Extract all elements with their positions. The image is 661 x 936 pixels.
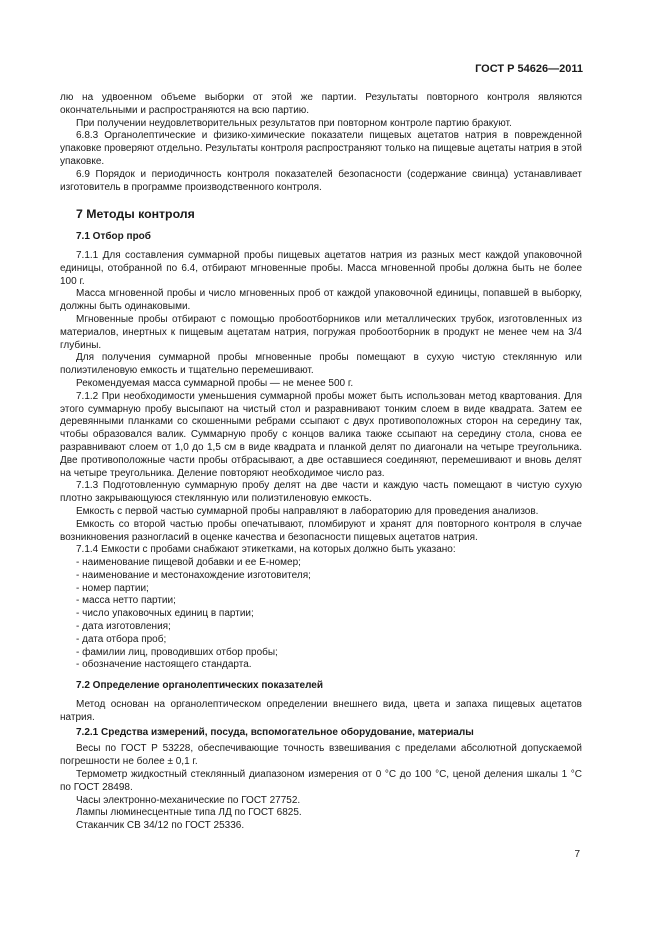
label-requirements-list (60, 557, 582, 672)
paragraph-samplers: Мгновенные пробы отбирают с помощью пробоотборников или металлических трубок, изготовленных из материалов, инертных к пищевым ацетатам натрия, погружая пробоотборник в продукт не менее чем на 3/4 глубины. (60, 313, 582, 351)
list-item: - номер партии; (76, 582, 149, 594)
paragraph-7-1-3: 7.1.3 Подготовленную суммарную пробу делят на две части и каждую часть помещают в чистую сухую плотно закрывающуюся стеклянную или полиэтиленовую емкость. (60, 480, 582, 505)
paragraph-lamps: Лампы люминесцентные типа ЛД по ГОСТ 6825. (76, 807, 302, 819)
list-item: - масса нетто партии; (76, 595, 176, 607)
list-item: - наименование пищевой добавки и ее Е-номер; (76, 557, 301, 569)
paragraph-7-1-2: 7.1.2 При необходимости уменьшения суммарной пробы может быть использован метод квартования. Для этого суммарную пробу высыпают на чистый стол и разравнивают тонким слоем в виде квадрата. Затем ее деревянными планками со скошенными ребрами ссыпают с двух противоположных сторон на середину так, чтобы образовался валик. Суммарную пробу с концов валика также ссыпают на середину стола, снова ее разравнивают слоем от 1,0 до 1,5 см в виде квадрата и планкой делят по диагонали на четыре треугольника. Две противоположные части пробы отбрасывают, а две оставшиеся соединяют, перемешивают и вновь делят на четыре треугольника. Деление повторяют необходимое число раз. (60, 390, 582, 479)
paragraph-recommended-mass: Рекомендуемая масса суммарной пробы — не менее 500 г. (76, 377, 354, 389)
paragraph-clock: Часы электронно-механические по ГОСТ 27752. (76, 794, 301, 806)
paragraph-thermometer: Термометр жидкостный стеклянный диапазоном измерения от 0 °С до 100 °С, ценой деления шкалы 1 °С по ГОСТ 28498. (60, 769, 582, 793)
intro-paragraph-rejection: При получении неудовлетворительных результатов при повторном контроле партию бракуют. (76, 117, 512, 129)
list-item: - фамилии лиц, проводивших отбор пробы; (76, 646, 278, 658)
paragraph-second-part: Емкость со второй частью пробы опечатывают, пломбируют и хранят для повторного контроля в случае возникновения разногласий в оценке качества и безопасности пищевых ацетатов натрия. (60, 518, 582, 543)
paragraph-7-1-1: 7.1.1 Для составления суммарной пробы пищевых ацетатов натрия из разных мест каждой упаковочной единицы, отобранной по 6.4, отбирают мгновенные пробы. Масса мгновенной пробы должна быть не более 100 г. (60, 249, 582, 287)
paragraph-method-basis: Метод основан на органолептическом определении внешнего вида, цвета и запаха пищевых ацетатов натрия. (60, 699, 582, 723)
list-item: - дата изготовления; (76, 621, 171, 633)
paragraph-sample-mass: Масса мгновенной пробы и число мгновенных проб от каждой упаковочной единицы, попавшей в выборку, должны быть одинаковыми. (60, 288, 582, 313)
list-item: - дата отбора проб; (76, 633, 167, 645)
paragraph-7-1-4: 7.1.4 Емкости с пробами снабжают этикетками, на которых должно быть указано: (76, 544, 456, 556)
section-title-7: 7 Методы контроля (76, 207, 195, 222)
list-item: - обозначение настоящего стандарта. (76, 659, 252, 671)
page-number: 7 (574, 849, 580, 860)
subsection-title-7-1: 7.1 Отбор проб (76, 231, 151, 243)
intro-paragraph-continuation: лю на удвоенном объеме выборки от этой же партии. Результаты повторного контроля являются окончательными и распространяются на всю партию. (60, 92, 582, 116)
list-item: - наименование и местонахождение изготовителя; (76, 569, 311, 581)
intro-paragraph-6-8-3: 6.8.3 Органолептические и физико-химические показатели пищевых ацетатов натрия в поврежденной упаковке проверяют отдельно. Результаты контроля распространяют только на пищевые ацетаты натрия в этой упаковке. (60, 130, 582, 167)
list-item: - число упаковочных единиц в партии; (76, 608, 254, 620)
page-content (60, 92, 582, 833)
intro-paragraph-6-9: 6.9 Порядок и периодичность контроля показателей безопасности (содержание свинца) устанавливает изготовитель в программе производственного контроля. (60, 168, 582, 193)
standard-header: ГОСТ Р 54626—2011 (475, 63, 583, 75)
paragraph-beaker: Стаканчик СВ 34/12 по ГОСТ 25336. (76, 820, 245, 832)
paragraph-scales: Весы по ГОСТ Р 53228, обеспечивающие точность взвешивания с пределами абсолютной допускаемой погрешности не более ± 0,1 г. (60, 743, 582, 768)
subsection-title-7-2-1: 7.2.1 Средства измерений, посуда, вспомогательное оборудование, материалы (76, 726, 474, 738)
paragraph-first-part: Емкость с первой частью суммарной пробы направляют в лабораторию для проведения анализов. (76, 505, 539, 517)
subsection-title-7-2: 7.2 Определение органолептических показателей (76, 680, 324, 692)
paragraph-combined-sample: Для получения суммарной пробы мгновенные пробы помещают в сухую чистую стеклянную или полиэтиленовую емкость и тщательно перемешивают. (60, 352, 582, 377)
